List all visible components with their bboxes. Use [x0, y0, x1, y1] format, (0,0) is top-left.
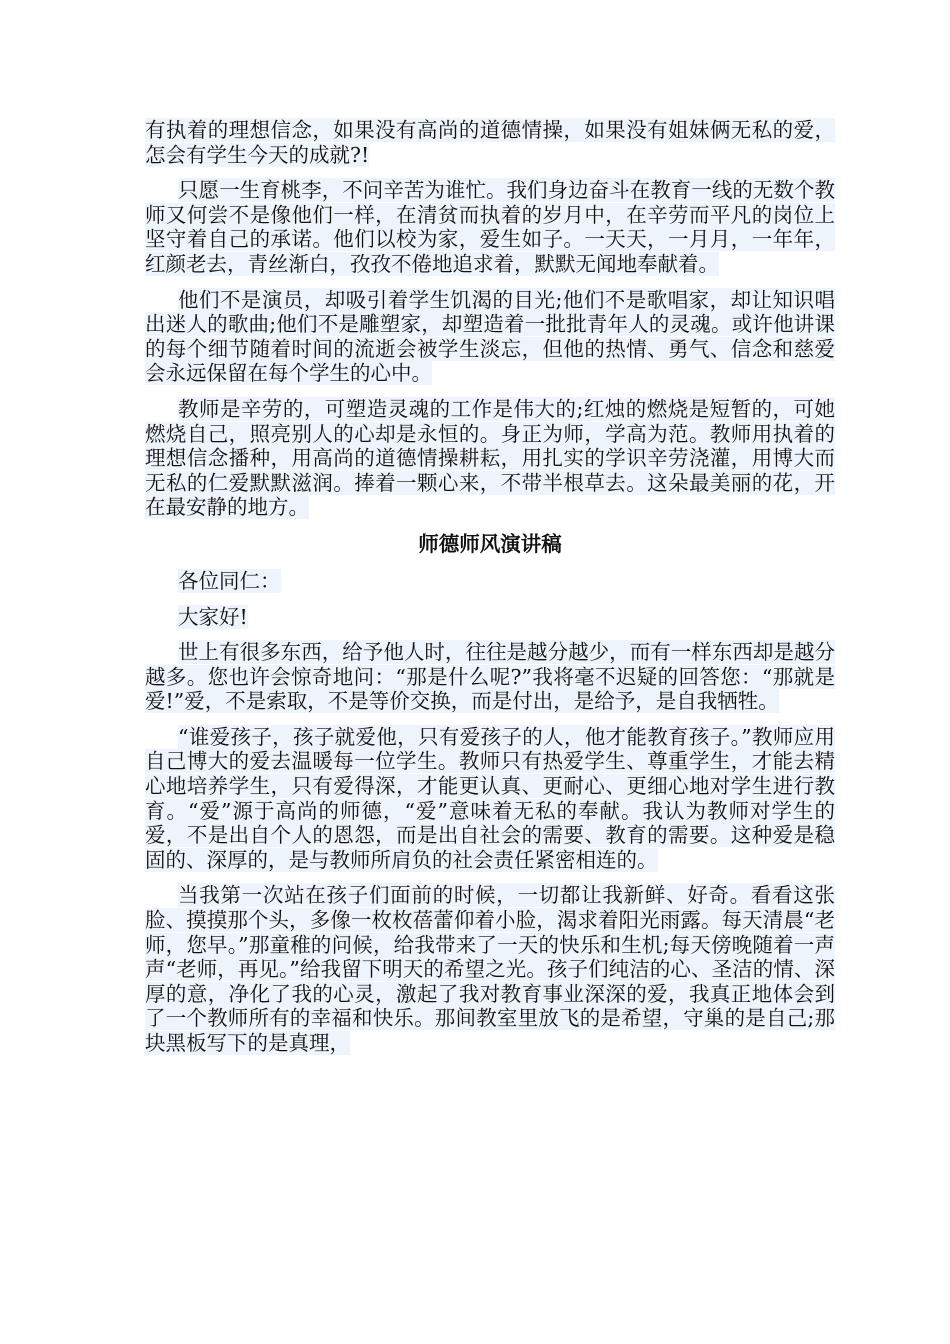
paragraph-text: 教师是辛劳的，可塑造灵魂的工作是伟大的;红烛的燃烧是短暂的，可她燃烧自己，照亮别人的心却是永恒的。身正为师，学高为范。教师用执着的理想信念播种，用高尚的道德情操耕耘，用扎实的学识辛劳浇灌，用博大而无私的仁爱默默滋润。捧着一颗心来，不带半根草去。这朵最美丽的花，开在最安静的地方。	[145, 396, 835, 520]
hello-text: 大家好!	[178, 604, 248, 629]
paragraph-text: 他们不是演员，却吸引着学生饥渴的目光;他们不是歌唱家，却让知识唱出迷人的歌曲;他们不是雕塑家，却塑造着一批批青年人的灵魂。或许他讲课的每个细节随着时间的流逝会被学生淡忘，但他的热情、勇气、信念和慈爱会永远保留在每个学生的心中。	[145, 287, 835, 386]
paragraph-text: 只愿一生育桃李，不问辛苦为谁忙。我们身边奋斗在教育一线的无数个教师又何尝不是像他们一样，在清贫而执着的岁月中，在辛劳而平凡的岗位上坚守着自己的承诺。他们以校为家，爱生如子。一天天，一月月，一年年，红颜老去，青丝渐白，孜孜不倦地追求着，默默无闻地奉献着。	[145, 178, 835, 276]
paragraph-text: 世上有很多东西，给予他人时，往往是越分越少，而有一样东西却是越分越多。您也许会惊奇地问：“那是什么呢?”我将毫不迟疑的回答您：“那就是爱!”爱，不是索取，不是等价交换，而是付出，是给予，是自我牺牲。	[145, 640, 835, 714]
paragraph	[145, 118, 835, 167]
paragraph	[145, 883, 835, 1055]
paragraph-text: 当我第一次站在孩子们面前的时候，一切都让我新鲜、好奇。看看这张脸、摸摸那个头，多像一枚枚蓓蕾仰着小脸，渴求着阳光雨露。每天清晨“老师，您早。”那童稚的问候，给我带来了一天的快乐和生机;每天傍晚随着一声声“老师，再见。”给我留下明天的希望之光。孩子们纯洁的心、圣洁的情、深厚的意，净化了我的心灵，激起了我对教育事业深深的爱，我真正地体会到了一个教师所有的幸福和快乐。那间教室里放飞的是希望，守巢的是自己;那块黑板写下的是真理，	[145, 883, 835, 1055]
paragraph	[145, 725, 835, 873]
paragraph	[145, 640, 835, 714]
greeting	[145, 569, 835, 594]
hello	[145, 605, 835, 630]
paragraph-text: 有执着的理想信念，如果没有高尚的道德情操，如果没有姐妹俩无私的爱，怎会有学生今天的成就?!	[145, 118, 835, 167]
speech-title: 师德师风演讲稿	[418, 531, 562, 556]
document-page	[145, 118, 835, 1067]
paragraph-text: “谁爱孩子，孩子就爱他，只有爱孩子的人，他才能教育孩子。”教师应用自己博大的爱去温暖每一位学生。教师只有热爱学生、尊重学生，才能去精心地培养学生，只有爱得深，才能更认真、更耐心、更细心地对学生进行教育。“爱”源于高尚的师德，“爱”意味着无私的奉献。我认为教师对学生的爱，不是出自个人的恩怨，而是出自社会的需要、教育的需要。这种爱是稳固的、深厚的，是与教师所肩负的社会责任紧密相连的。	[145, 724, 835, 872]
paragraph	[145, 397, 835, 520]
paragraph	[145, 288, 835, 386]
greeting-text: 各位同仁：	[178, 568, 281, 593]
paragraph	[145, 178, 835, 276]
